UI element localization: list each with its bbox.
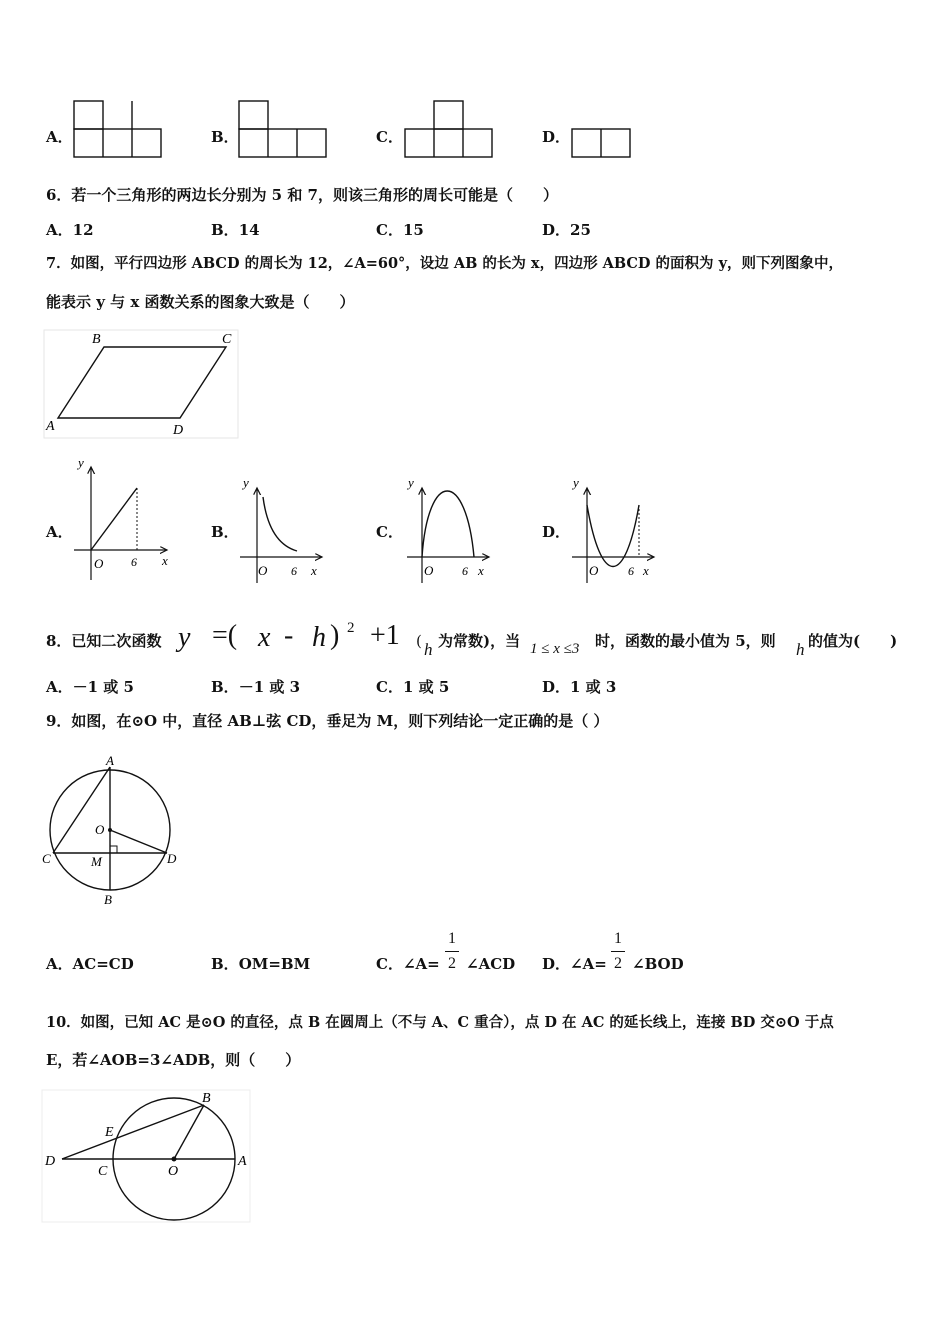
y-axis-label: y — [243, 475, 249, 490]
option-value: 14 — [238, 221, 260, 239]
option-label: D． — [542, 221, 571, 239]
q7-stem-line2: 能表示 y 与 x 函数关系的图象大致是（ ） — [46, 293, 355, 311]
y-axis-label: y — [408, 475, 414, 490]
option-value: AC=CD — [72, 955, 134, 973]
q10-label-o: O — [168, 1164, 179, 1179]
q6-option-d[interactable] — [542, 223, 591, 238]
tick-six-label: 6 — [628, 564, 634, 578]
q8-h-var: h — [424, 640, 433, 659]
q10-label-d: D — [45, 1154, 56, 1169]
q10-stem-line2: E，若∠AOB=3∠ADB，则（ ） — [46, 1051, 301, 1069]
q7-option-a-label[interactable]: A． — [46, 523, 73, 541]
fraction-bar — [445, 951, 459, 952]
q7-label-b: B — [92, 332, 101, 347]
q8-formula-eq: =( — [212, 620, 238, 651]
q7-stem-line1: 7．如图，平行四边形 ABCD 的周长为 12，∠A=60°，设边 AB 的长为 x，四边形 ABCD 的面积为 y，则下列图象中， — [46, 255, 844, 272]
q7-label-d: D — [173, 423, 184, 438]
q6-option-c[interactable] — [376, 223, 424, 238]
option-label: D． — [542, 678, 571, 696]
fraction-numerator: 1 — [614, 930, 622, 947]
q8-h-var2: h — [796, 640, 805, 659]
fraction-numerator: 1 — [448, 930, 456, 947]
q5-option-a-figure — [74, 100, 164, 160]
q7-option-d-graph — [569, 475, 661, 587]
q7-option-c-label[interactable]: C． — [376, 523, 403, 541]
option-label: C． — [376, 221, 403, 239]
tick-six-label: 6 — [131, 555, 137, 569]
option-value: 12 — [72, 221, 94, 239]
q9-circle-figure — [40, 752, 185, 910]
q10-label-e: E — [105, 1125, 114, 1140]
q10-label-c: C — [98, 1164, 108, 1179]
origin-label: O — [94, 556, 104, 571]
q9-label-b: B — [104, 892, 112, 907]
y-axis-label: y — [78, 455, 84, 470]
option-suffix: ∠ACD — [466, 955, 516, 973]
q7-label-c: C — [222, 332, 232, 347]
q8-paren-open: ( — [416, 632, 422, 650]
q8-formula-y: y — [178, 622, 191, 653]
option-value: 15 — [402, 221, 424, 239]
q5-option-b-figure — [239, 100, 329, 160]
q9-label-m: M — [91, 854, 102, 869]
option-value: 1 或 3 — [570, 678, 617, 696]
q8-suffix: 的值为( ) — [808, 632, 898, 650]
option-label: A． — [46, 221, 73, 239]
q5-option-c-figure — [405, 100, 495, 160]
q6-stem: 6．若一个三角形的两边长分别为 5 和 7，则该三角形的周长可能是（ ） — [46, 186, 558, 204]
q8-option-c[interactable] — [376, 680, 449, 695]
origin-label: O — [258, 563, 268, 578]
q8-formula-minus: - — [284, 620, 294, 651]
option-value: 1 或 5 — [402, 678, 450, 696]
q5-option-a-label[interactable]: A． — [46, 128, 73, 146]
q7-option-c-graph — [404, 475, 496, 587]
tick-six-label: 6 — [462, 564, 468, 578]
q8-range: 1 ≤ x ≤3 — [530, 641, 580, 657]
q9-stem: 9．如图，在⊙O 中，直径 AB⊥弦 CD，垂足为 M，则下列结论一定正确的是（ ） — [46, 712, 609, 730]
q7-option-a-graph — [72, 455, 177, 585]
q5-option-c-label[interactable]: C． — [376, 128, 403, 146]
q7-option-b-graph — [237, 475, 329, 587]
x-axis-label: x — [311, 563, 317, 578]
x-axis-label: x — [478, 563, 484, 578]
option-letter: D． — [542, 955, 571, 973]
q6-option-a[interactable] — [46, 223, 94, 238]
q5-option-b-label[interactable]: B． — [211, 128, 239, 146]
option-label — [542, 957, 607, 972]
q9-label-d: D — [167, 851, 177, 866]
option-prefix: ∠A= — [402, 955, 440, 973]
option-prefix: ∠A= — [570, 955, 607, 973]
x-axis-label: x — [162, 553, 168, 568]
q9-label-a: A — [106, 753, 114, 768]
y-axis-label: y — [573, 475, 579, 490]
q6-option-b[interactable] — [211, 223, 260, 238]
q8-formula-h: h — [312, 622, 326, 653]
option-letter: C． — [376, 955, 403, 973]
q9-label-o: O — [95, 822, 105, 837]
tick-six-label: 6 — [291, 564, 297, 578]
origin-label: O — [589, 563, 599, 578]
q7-option-d-label[interactable]: D． — [542, 523, 571, 541]
q8-formula-x: x — [258, 622, 271, 653]
q7-label-a: A — [46, 419, 55, 434]
option-value: OM=BM — [238, 955, 311, 973]
q10-label-b: B — [202, 1091, 211, 1106]
option-label: B． — [211, 678, 239, 696]
q8-after-range: 时，函数的最小值为 5，则 — [595, 632, 776, 650]
option-label: C． — [376, 678, 403, 696]
option-value: 25 — [570, 221, 591, 239]
q10-circle-figure — [42, 1090, 252, 1225]
option-value: －1 或 5 — [72, 678, 134, 696]
q8-formula-sup: 2 — [347, 620, 355, 636]
q9-label-c: C — [42, 851, 51, 866]
fraction-denominator: 2 — [448, 955, 456, 972]
q5-option-d-label[interactable]: D． — [542, 128, 571, 146]
q8-formula-close: ) — [330, 620, 340, 651]
option-value: －1 或 3 — [238, 678, 301, 696]
q7-option-b-label[interactable]: B． — [211, 523, 239, 541]
q10-stem-line1: 10．如图，已知 AC 是⊙O 的直径，点 B 在圆周上（不与 A、C 重合），点 D 在 AC 的延长线上，连接 BD 交⊙O 于点 — [46, 1014, 834, 1031]
q8-const-text: 为常数)，当 — [438, 632, 521, 650]
option-label: B． — [211, 955, 239, 973]
option-label: A． — [46, 955, 73, 973]
q8-option-a[interactable] — [46, 680, 134, 695]
q10-label-a: A — [238, 1154, 247, 1169]
q9-option-a[interactable] — [46, 957, 134, 972]
fraction-bar — [611, 951, 625, 952]
option-suffix: ∠BOD — [632, 955, 684, 973]
q8-option-b[interactable] — [211, 680, 300, 695]
fraction-denominator: 2 — [614, 955, 622, 972]
q8-option-d[interactable] — [542, 680, 616, 695]
q5-option-d-figure — [571, 100, 633, 160]
q8-prefix: 8．已知二次函数 — [46, 632, 162, 650]
origin-label: O — [424, 563, 434, 578]
option-label — [376, 957, 440, 972]
option-label: B． — [211, 221, 239, 239]
q9-option-b[interactable] — [211, 957, 310, 972]
option-label: A． — [46, 678, 73, 696]
q7-parallelogram-figure — [44, 330, 239, 440]
x-axis-label: x — [643, 563, 649, 578]
q8-formula-plus: +1 — [370, 620, 400, 651]
